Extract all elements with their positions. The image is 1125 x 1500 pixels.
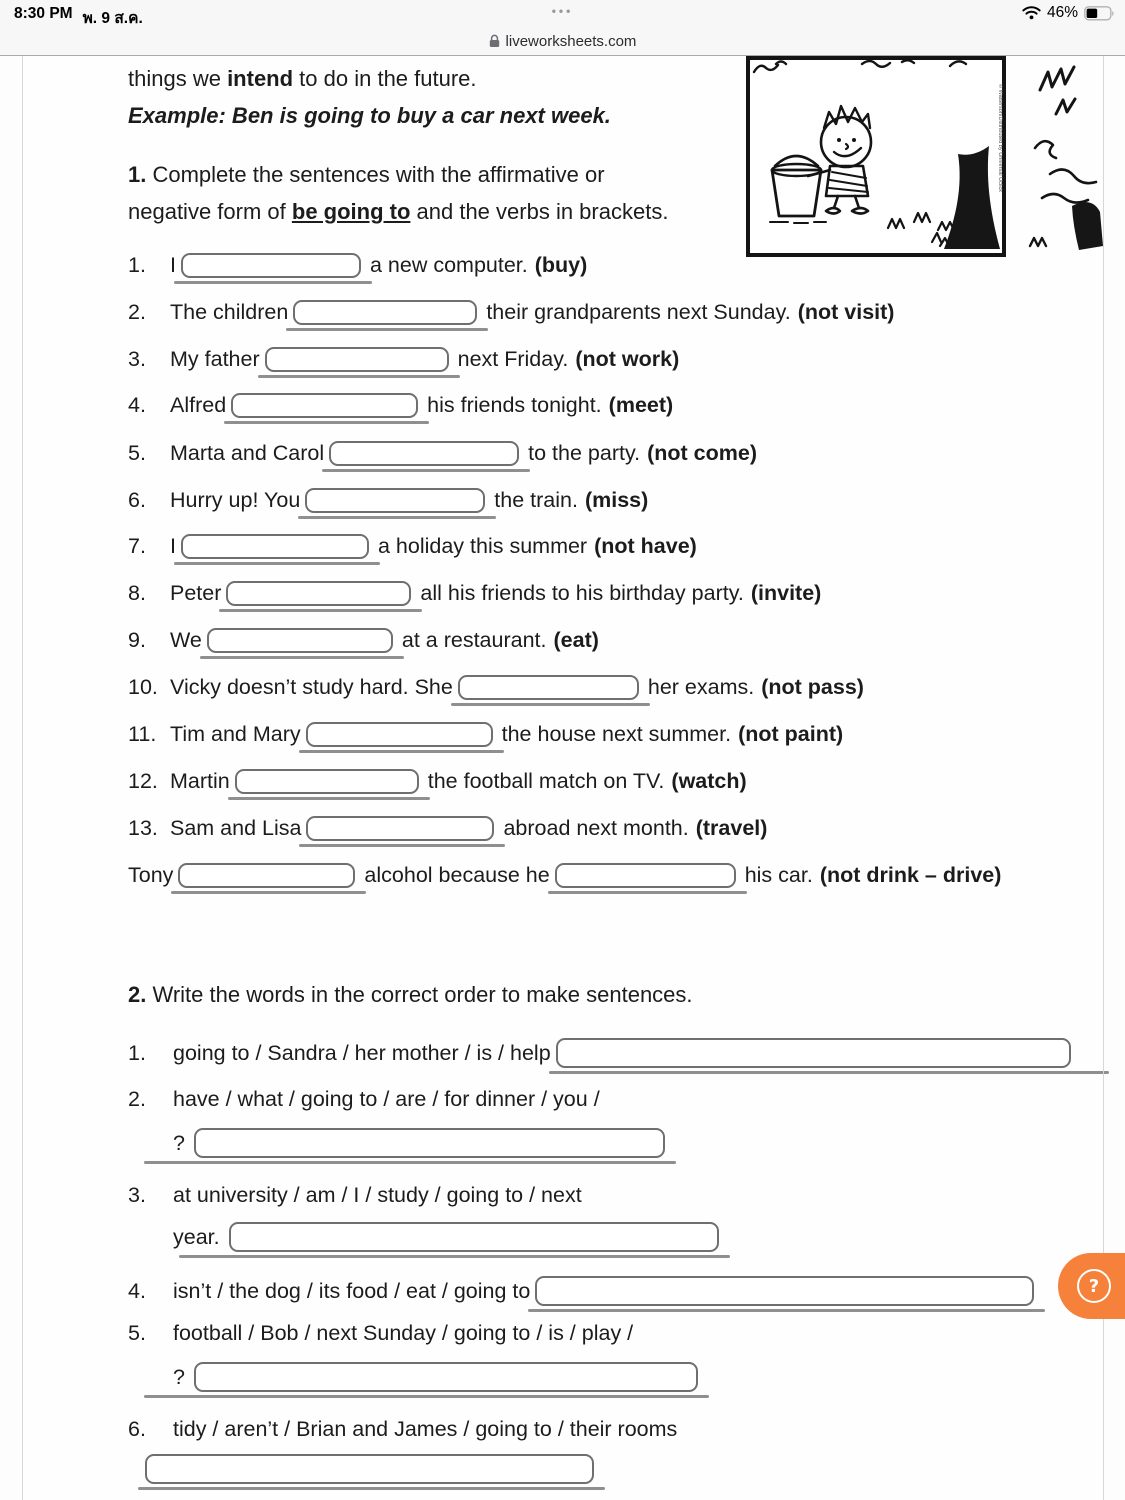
intro-bold: intend [227,66,294,91]
ex2-item-6-answer [145,1454,603,1484]
calvin-comic-image [742,56,1103,266]
ex1-title-line1: Complete the sentences with the affirmative or [146,162,605,187]
intro-text [128,60,611,134]
ex1-item-10: 10. Vicky doesn’t study hard. She her exams. (not pass) [128,675,864,699]
ex2-item-5-answer: ? [173,1362,707,1392]
answer-box[interactable] [229,1222,719,1252]
answer-box[interactable] [305,488,485,513]
battery-icon [1084,6,1115,21]
answer-box[interactable] [535,1276,1034,1306]
ex1-title-line2-pre: negative form of [128,199,292,224]
answer-box[interactable] [178,863,355,888]
ex2-title: Write the words in the correct order to make sentences. [146,982,693,1007]
status-ellipsis[interactable]: ••• [551,4,574,18]
ex1-item-13: 13. Sam and Lisa abroad next month. (travel) [128,816,768,840]
url-domain: liveworksheets.com [505,32,637,50]
lock-icon [489,34,500,48]
answer-box[interactable] [194,1128,665,1158]
ex1-item-1: 1. I a new computer. (buy) [128,253,588,277]
intro-pre: things we [128,66,228,91]
ex2-item-2-answer: ? [173,1128,674,1158]
ex1-item-8: 8. Peter all his friends to his birthday party. (invite) [128,581,822,605]
answer-box[interactable] [293,300,477,325]
ex1-number: 1. [128,162,147,187]
answer-box[interactable] [306,722,493,747]
ex2-header [128,976,693,1013]
answer-box[interactable] [265,347,449,372]
worksheet-page [0,56,1125,1500]
answer-box[interactable] [181,253,361,278]
ex1-item-5: 5. Marta and Carol to the party. (not come) [128,441,757,465]
ex2-item-5-prompt: 5. football / Bob / next Sunday / going to / is / play / [128,1321,634,1345]
url-bar[interactable] [0,27,1125,55]
ex1-item-2: 2. The children their grandparents next Sunday. (not visit) [128,300,895,324]
answer-box[interactable] [194,1362,698,1392]
ex2-item-1: 1. going to / Sandra / her mother / is / help [128,1038,1080,1068]
example-line: Example: Ben is going to buy a car next week. [128,103,611,128]
ex1-item-tony: Tony alcohol because he his car. (not drink – drive) [128,863,1002,887]
ex2-item-4: 4. isn’t / the dog / its food / eat / going to [128,1276,1043,1306]
ex2-item-6-prompt: 6. tidy / aren’t / Brian and James / going to / their rooms [128,1417,678,1441]
browser-toolbar [0,0,1125,56]
ex1-item-6: 6. Hurry up! You the train. (miss) [128,488,649,512]
ex2-item-3-answer: year. [173,1222,728,1252]
status-bar [0,0,1125,27]
ex1-item-9: 9. We at a restaurant. (eat) [128,628,599,652]
answer-box[interactable] [226,581,411,606]
question-mark-icon: ? [1077,1269,1111,1303]
ex1-item-12: 12. Martin the football match on TV. (watch) [128,769,747,793]
intro-post: to do in the future. [293,66,477,91]
ex1-title-bold: be going to [291,199,411,224]
answer-box[interactable] [555,863,736,888]
ex2-number: 2. [128,982,147,1007]
answer-box[interactable] [329,441,519,466]
battery-percent: 46% [1046,4,1078,21]
ex1-item-11: 11. Tim and Mary the house next summer. (not paint) [128,722,844,746]
ex1-title-line2-post: and the verbs in brackets. [410,199,669,224]
ex2-item-2-prompt: 2. have / what / going to / are / for dinner / you / [128,1087,600,1111]
ex1-item-3: 3. My father next Friday. (not work) [128,347,680,371]
comic-credit: © Watterson/Distributed by Universal Uclick [997,84,1003,193]
ex1-header [128,156,668,230]
answer-box[interactable] [235,769,419,794]
wifi-icon [1022,6,1041,20]
page-border-left [22,56,23,1500]
answer-box[interactable] [181,534,369,559]
help-button[interactable] [1058,1253,1125,1319]
answer-box[interactable] [458,675,639,700]
ex1-item-4: 4. Alfred his friends tonight. (meet) [128,393,674,417]
ex1-item-7: 7. I a holiday this summer (not have) [128,534,697,558]
answer-box[interactable] [231,393,418,418]
ex2-item-3-prompt: 3. at university / am / I / study / going to / next [128,1183,582,1207]
answer-box[interactable] [145,1454,594,1484]
clock: 8:30 PM [14,5,73,22]
answer-box[interactable] [207,628,393,653]
answer-box[interactable] [306,816,494,841]
answer-box[interactable] [556,1038,1071,1068]
status-date: พ. 9 ส.ค. [82,10,143,27]
